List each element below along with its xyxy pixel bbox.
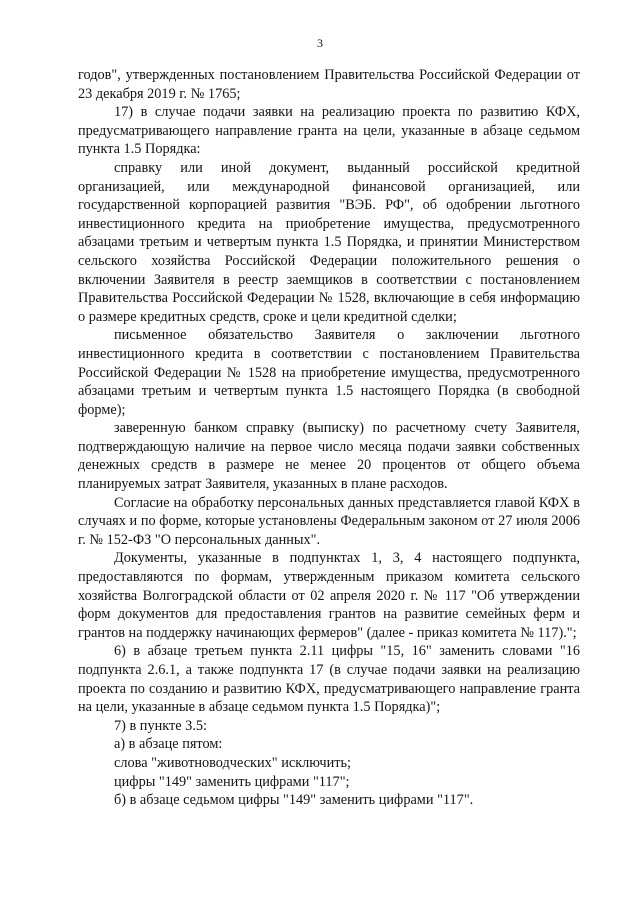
paragraph-item-7: 7) в пункте 3.5:: [114, 717, 208, 734]
paragraph-credit-certificate: справку или иной документ, выданный российской кредитной организацией, или международной финансовой организацией, или государственной корпорацией развития "ВЭБ. РФ", об одобрении льготного инвестиционного кредита на приобретение имущества, предусмотренного абзацами третьим и четвертым пункта 1.5 Порядка, и принятии Министерством сельского хозяйства Российской Федерации положительного решения о включении Заявителя в реестр заемщиков в соответствии с постановлением Правительства Российской Федерации № 1528, включающие в себя информацию о размере кредитных средств, сроке и цели кредитной сделки;: [78, 159, 580, 325]
paragraph-bank-statement: заверенную банком справку (выписку) по расчетному счету Заявителя, подтверждающую наличие на первое число месяца подачи заявки собственных денежных средств в размере не менее 20 процентов от общего объема планируемых затрат Заявителя, указанных в плане расходов.: [78, 420, 580, 493]
paragraph-words-exclude: слова "животноводческих" исключить;: [114, 754, 351, 771]
paragraph-item-6: 6) в абзаце третьем пункта 2.11 цифры "15, 16" заменить словами "16 подпункта 2.6.1, а также подпункта 17 (в случае подачи заявки на реализацию проекта по созданию и развитию КФХ, предусматривающего направление гранта на цели, указанные в абзаце седьмом пункта 1.5 Порядка)";: [78, 643, 580, 716]
paragraph-item-17: 17) в случае подачи заявки на реализацию проекта по развитию КФХ, предусматривающего направление гранта на цели, указанные в абзаце седьмом пункта 1.5 Порядка:: [78, 104, 580, 158]
document-body: [78, 66, 580, 810]
paragraph-subitem-b: б) в абзаце седьмом цифры "149" заменить цифрами "117".: [114, 792, 474, 809]
paragraph-subitem-a: а) в абзаце пятом:: [114, 736, 223, 753]
paragraph-documents-forms: Документы, указанные в подпунктах 1, 3, 4 настоящего подпункта, предоставляются по формам, утвержденным приказом комитета сельского хозяйства Волгоградской области от 02 апреля 2020 г. № 117 "Об утверждении форм документов для предоставления грантов на развитие семейных ферм и грантов на поддержку начинающих фермеров" (далее - приказ комитета № 117).";: [78, 550, 580, 641]
paragraph-continuation: годов", утвержденных постановлением Правительства Российской Федерации от 23 декабря 2019 г. № 1765;: [78, 67, 580, 102]
paragraph-personal-data-consent: Согласие на обработку персональных данных представляется главой КФХ в случаях и по форме, которые установлены Федеральным законом от 27 июля 2006 г. № 152-ФЗ "О персональных данных".: [78, 494, 580, 548]
paragraph-written-obligation: письменное обязательство Заявителя о заключении льготного инвестиционного кредита в соответствии с постановлением Правительства Российской Федерации № 1528 на приобретение имущества, предусмотренного абзацами третьим и четвертым пункта 1.5 настоящего Порядка (в свободной форме);: [78, 327, 580, 418]
paragraph-digits-replace: цифры "149" заменить цифрами "117";: [114, 773, 350, 790]
page-number: 3: [317, 36, 323, 50]
